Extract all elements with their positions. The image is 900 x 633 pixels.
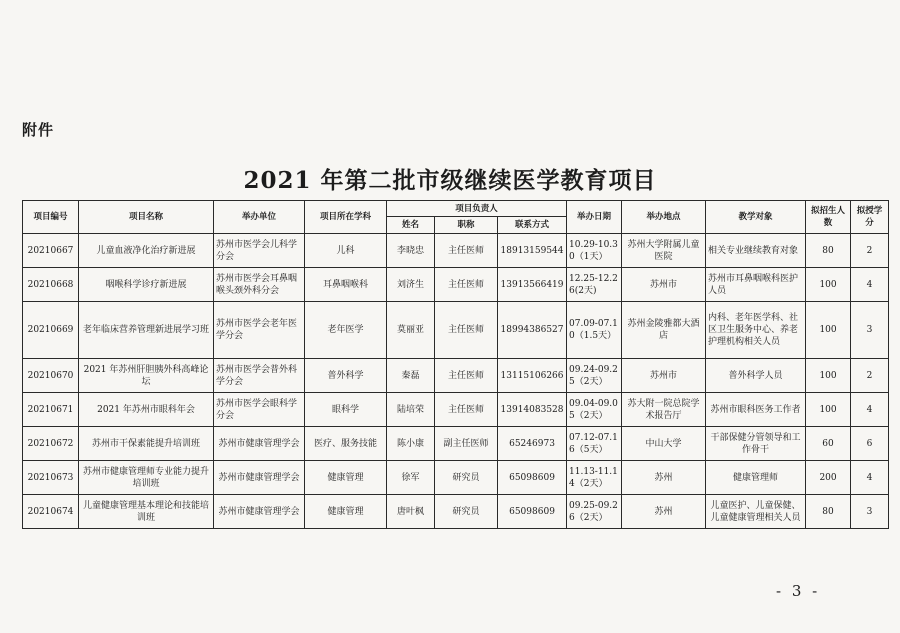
table-row	[23, 268, 889, 302]
cell-organizer: 苏州市医学会老年医学分会	[214, 302, 305, 359]
header-id: 项目编号	[23, 201, 79, 234]
cell-enrollment: 100	[806, 359, 851, 393]
table-row	[23, 234, 889, 268]
page-number: - 3 -	[776, 582, 821, 600]
cell-discipline: 耳鼻咽喉科	[305, 268, 387, 302]
table-row	[23, 302, 889, 359]
cell-credits: 4	[851, 393, 889, 427]
table-row	[23, 427, 889, 461]
cell-dates: 09.25-09.26（2天）	[567, 495, 622, 529]
cell-enrollment: 100	[806, 268, 851, 302]
cell-name: 儿童血液净化治疗新进展	[79, 234, 214, 268]
table-row	[23, 495, 889, 529]
cell-organizer: 苏州市医学会眼科学分会	[214, 393, 305, 427]
cell-audience: 内科、老年医学科、社区卫生服务中心、养老护理机构相关人员	[706, 302, 806, 359]
cell-credits: 2	[851, 234, 889, 268]
cell-dates: 09.24-09.25（2天）	[567, 359, 622, 393]
header-organizer: 举办单位	[214, 201, 305, 234]
cell-enrollment: 80	[806, 495, 851, 529]
cell-phone: 18994386527	[498, 302, 567, 359]
cell-audience: 普外科学人员	[706, 359, 806, 393]
cell-audience: 儿童医护、儿童保健、儿童健康管理相关人员	[706, 495, 806, 529]
cell-audience: 苏州市眼科医务工作者	[706, 393, 806, 427]
cell-location: 苏州大学附属儿童医院	[622, 234, 706, 268]
cell-credits: 2	[851, 359, 889, 393]
cell-phone: 13115106266	[498, 359, 567, 393]
cell-credits: 3	[851, 302, 889, 359]
cell-audience: 苏州市耳鼻咽喉科医护人员	[706, 268, 806, 302]
cell-discipline: 老年医学	[305, 302, 387, 359]
cell-location: 苏州金陵雅都大酒店	[622, 302, 706, 359]
cell-id: 20210671	[23, 393, 79, 427]
cell-credits: 4	[851, 461, 889, 495]
cell-discipline: 普外科学	[305, 359, 387, 393]
cell-leader-name: 徐军	[387, 461, 435, 495]
cell-location: 苏大附一院总院学术报告厅	[622, 393, 706, 427]
cell-dates: 10.29-10.30（1天）	[567, 234, 622, 268]
cell-audience: 干部保健分管领导和工作骨干	[706, 427, 806, 461]
cell-leader-name: 刘济生	[387, 268, 435, 302]
table-row	[23, 393, 889, 427]
cell-leader-title: 主任医师	[435, 393, 498, 427]
table-row	[23, 461, 889, 495]
header-leader-name: 姓名	[387, 217, 435, 234]
cell-name: 老年临床营养管理新进展学习班	[79, 302, 214, 359]
cell-id: 20210667	[23, 234, 79, 268]
table-row	[23, 359, 889, 393]
cell-leader-title: 研究员	[435, 461, 498, 495]
cell-organizer: 苏州市健康管理学会	[214, 427, 305, 461]
cell-discipline: 医疗、服务技能	[305, 427, 387, 461]
cell-dates: 11.13-11.14（2天）	[567, 461, 622, 495]
header-name: 项目名称	[79, 201, 214, 234]
cell-id: 20210673	[23, 461, 79, 495]
document-title: 2021 年第二批市级继续医学教育项目	[243, 167, 657, 194]
cell-id: 20210668	[23, 268, 79, 302]
attachment-label: 附件	[22, 121, 55, 139]
header-enrollment: 拟招生人数	[806, 201, 851, 234]
cell-name: 2021 年苏州肝胆胰外科高峰论坛	[79, 359, 214, 393]
header-location: 举办地点	[622, 201, 706, 234]
cell-leader-name: 秦磊	[387, 359, 435, 393]
cell-name: 咽喉科学诊疗新进展	[79, 268, 214, 302]
header-credits: 拟授学分	[851, 201, 889, 234]
header-leader-title: 职称	[435, 217, 498, 234]
cell-id: 20210672	[23, 427, 79, 461]
cell-name: 苏州市干保素能提升培训班	[79, 427, 214, 461]
cell-leader-name: 陆培荣	[387, 393, 435, 427]
cell-enrollment: 80	[806, 234, 851, 268]
cell-dates: 07.12-07.16（5天）	[567, 427, 622, 461]
cell-name: 儿童健康管理基本理论和技能培训班	[79, 495, 214, 529]
cell-credits: 6	[851, 427, 889, 461]
cell-phone: 65098609	[498, 495, 567, 529]
cell-credits: 4	[851, 268, 889, 302]
cell-organizer: 苏州市医学会普外科学分会	[214, 359, 305, 393]
cell-organizer: 苏州市健康管理学会	[214, 495, 305, 529]
cell-dates: 12.25-12.26(2天)	[567, 268, 622, 302]
cell-id: 20210669	[23, 302, 79, 359]
header-discipline: 项目所在学科	[305, 201, 387, 234]
cell-leader-title: 主任医师	[435, 268, 498, 302]
cell-leader-title: 主任医师	[435, 359, 498, 393]
cell-leader-title: 研究员	[435, 495, 498, 529]
cell-leader-title: 副主任医师	[435, 427, 498, 461]
cell-id: 20210674	[23, 495, 79, 529]
header-dates: 举办日期	[567, 201, 622, 234]
cell-phone: 65246973	[498, 427, 567, 461]
cell-phone: 65098609	[498, 461, 567, 495]
cell-enrollment: 100	[806, 393, 851, 427]
cell-id: 20210670	[23, 359, 79, 393]
cell-organizer: 苏州市医学会耳鼻咽喉头颈外科分会	[214, 268, 305, 302]
cell-credits: 3	[851, 495, 889, 529]
cell-discipline: 儿科	[305, 234, 387, 268]
cell-phone: 13914083528	[498, 393, 567, 427]
cell-dates: 09.04-09.05（2天）	[567, 393, 622, 427]
header-leader: 项目负责人	[387, 201, 567, 217]
cell-location: 苏州市	[622, 359, 706, 393]
cell-location: 苏州市	[622, 268, 706, 302]
cell-location: 苏州	[622, 495, 706, 529]
project-table	[22, 200, 889, 529]
cell-audience: 相关专业继续教育对象	[706, 234, 806, 268]
cell-audience: 健康管理师	[706, 461, 806, 495]
cell-leader-name: 陈小康	[387, 427, 435, 461]
cell-discipline: 健康管理	[305, 495, 387, 529]
cell-name: 苏州市健康管理师专业能力提升培训班	[79, 461, 214, 495]
cell-dates: 07.09-07.10（1.5天）	[567, 302, 622, 359]
header-leader-phone: 联系方式	[498, 217, 567, 234]
cell-phone: 18913159544	[498, 234, 567, 268]
cell-organizer: 苏州市健康管理学会	[214, 461, 305, 495]
cell-leader-title: 主任医师	[435, 234, 498, 268]
cell-enrollment: 200	[806, 461, 851, 495]
cell-location: 苏州	[622, 461, 706, 495]
cell-leader-title: 主任医师	[435, 302, 498, 359]
cell-leader-name: 莫丽亚	[387, 302, 435, 359]
cell-phone: 13913566419	[498, 268, 567, 302]
cell-organizer: 苏州市医学会儿科学分会	[214, 234, 305, 268]
cell-location: 中山大学	[622, 427, 706, 461]
table-header-row	[23, 201, 889, 217]
cell-discipline: 健康管理	[305, 461, 387, 495]
cell-discipline: 眼科学	[305, 393, 387, 427]
cell-leader-name: 李晓忠	[387, 234, 435, 268]
cell-leader-name: 唐叶枫	[387, 495, 435, 529]
cell-enrollment: 100	[806, 302, 851, 359]
cell-name: 2021 年苏州市眼科年会	[79, 393, 214, 427]
header-audience: 教学对象	[706, 201, 806, 234]
cell-enrollment: 60	[806, 427, 851, 461]
